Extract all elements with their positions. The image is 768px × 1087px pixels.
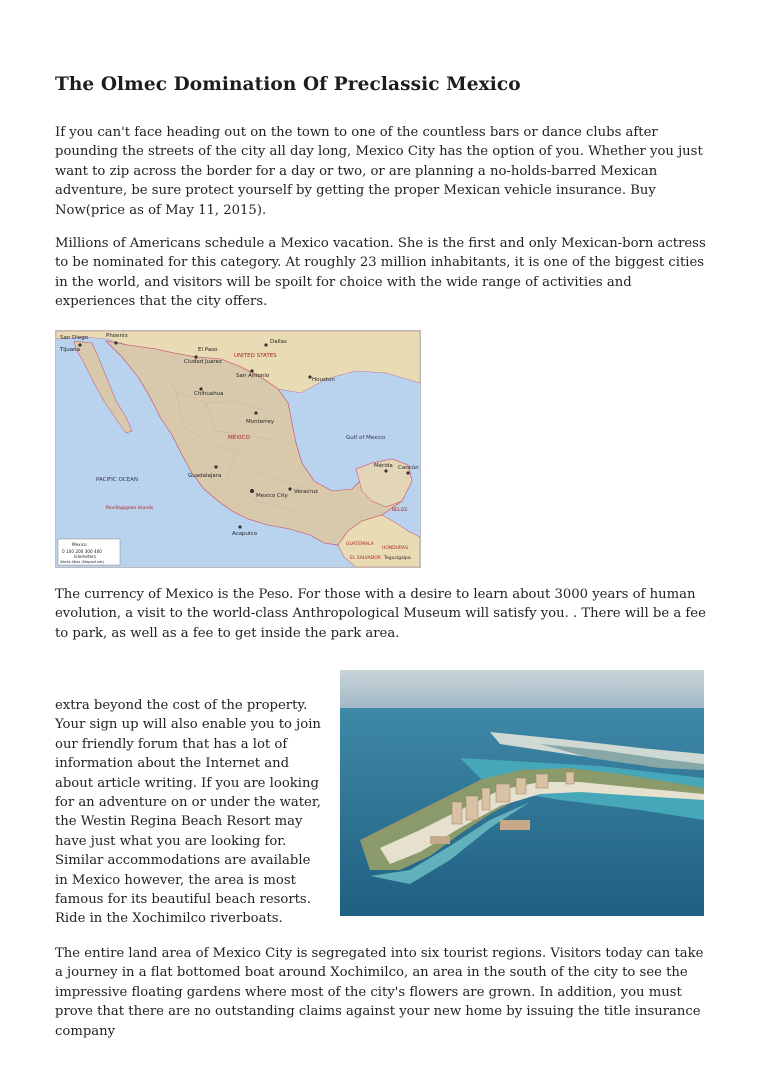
map-label-guadalajara: Guadalajara [188,473,222,479]
map-label-ciudad-juarez: Ciudad Juarez [184,359,222,365]
map-label-phoenix: Phoenix [106,333,128,339]
page-title: The Olmec Domination Of Preclassic Mexico [55,74,521,96]
map-label-el-salvador: EL SALVADOR [350,556,381,561]
mexico-map-image [55,330,421,568]
paragraph-currency: The currency of Mexico is the Peso. For those with a desire to learn about 3000 years of human evolution, a visit to the world-class Anthropological Museum will satisfy you. . There will be a fee to park, as well as a fee to get inside the park area. [55,587,706,641]
cancun-aerial-graphic [340,670,704,916]
map-label-veracruz: Veracruz [294,489,319,495]
map-label-dallas: Dallas [270,339,287,345]
paragraph-vacation: Millions of Americans schedule a Mexico vacation. She is the first and only Mexican-born actress to be nominated for this category. At roughly 23 million inhabitants, it is one of the biggest cities in the world, and visitors will be spoilt for choice with the wide range of activities and experiences that the city offers. [55,236,706,310]
paragraph-regions: The entire land area of Mexico City is segregated into six tourist regions. Visitors today can take a journey in a flat bottomed boat around Xochimilco, an area in the south of the city to see the impressive floating gardens where most of the city's flowers are grown. In addition, you must prove that there are no outstanding claims against your new home by issuing the title insurance company [55,946,704,1039]
map-label-gulf-of-mexico: Gulf of Mexico [346,435,386,441]
map-label-san-diego: San Diego [60,335,89,341]
paragraph-intro: If you can't face heading out on the town to one of the countless bars or dance clubs after pounding the streets of the city all day long, Mexico City has the option of you. Whether you just want to zip across the border for a day or two, or are planning a no-holds-barred Mexican adventure, be sure protect yourself by getting the proper Mexican vehicle insurance. Buy Now(price as of May 11, 2015). [55,125,703,218]
map-legend-title: Mexico [72,542,87,547]
map-label-houston: Houston [312,377,335,383]
map-label-mexico: MEXICO [228,435,250,441]
map-label-monterrey: Monterrey [246,419,275,425]
map-label-tegucigalpa: Tegucigalpa [384,556,411,561]
map-label-san-antonio: San Antonio [236,373,270,379]
map-label-mexico-city: Mexico City [256,493,288,499]
map-label-pacific-ocean: PACIFIC OCEAN [96,477,138,483]
paragraph-sidebar: extra beyond the cost of the property. Your sign up will also enable you to join our friendly forum that has a lot of information about the Internet and about article writing. If you are looking for an adventure on or under the water, the Westin Regina Beach Resort may have just what you are looking for. Similar accommodations are available in Mexico however, the area is most famous for its beautiful beach resorts. Ride in the Xochimilco riverboats. [55,698,321,927]
map-label-belize: BELIZE [392,508,408,513]
map-label-el-paso: El Paso [198,347,218,353]
map-legend-scale: 0 100 200 300 400 [62,549,102,554]
map-label-united-states: UNITED STATES [234,353,277,359]
map-label-revillagigedo: Revillagigedo Islands [106,506,154,511]
map-label-acapulco: Acapulco [232,531,257,537]
mexico-map-graphic [56,331,420,567]
map-label-honduras: HONDURAS [382,546,408,551]
cancun-aerial-photo [340,670,704,916]
map-legend-credit: World Atlas (Mapsof.net) [60,560,104,564]
map-legend-units: kilometers [74,554,97,559]
map-label-tijuana: Tijuana [60,347,80,353]
map-label-guatemala: GUATEMALA [346,542,374,547]
map-label-merida: Mérida [374,463,393,469]
map-label-cancun: Cancún [398,465,419,471]
map-label-chihuahua: Chihuahua [194,391,224,397]
